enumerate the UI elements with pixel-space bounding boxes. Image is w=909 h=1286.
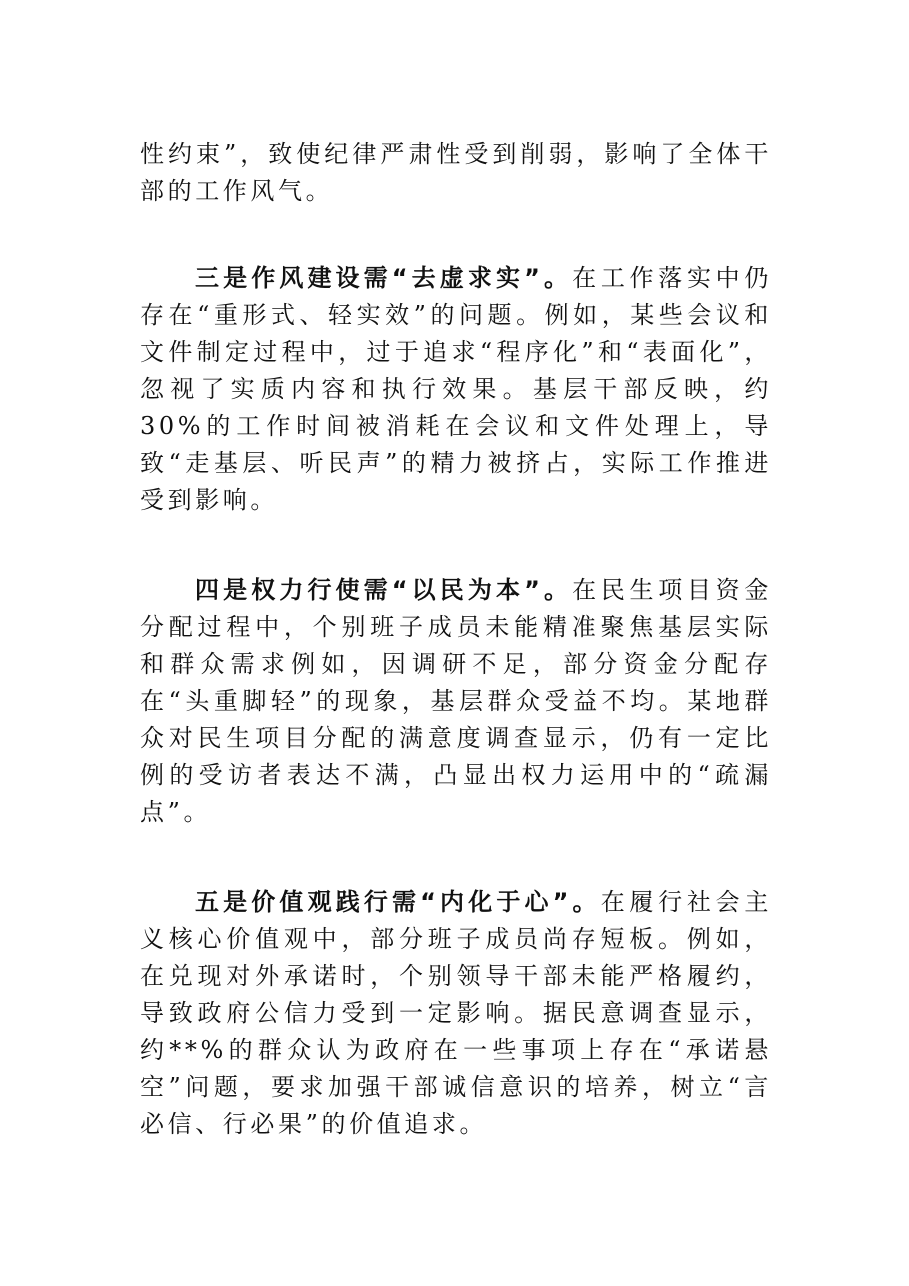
paragraph-text: 在履行社会主义核心价值观中，部分班子成员尚存短板。例如，在兑现对外承诺时，个别领导干部未能严格履约，导致政府公信力受到一定影响。据民意调查显示，约**%的群众认为政府在一些事项上存在“承诺悬空”问题，要求加强干部诚信意识的培养，树立“言必信、行必果”的价值追求。: [140, 888, 772, 1138]
paragraph-point-three: [140, 260, 772, 519]
paragraph-continuation: [140, 136, 772, 210]
paragraph-text: 性约束”，致使纪律严肃性受到削弱，影响了全体干部的工作风气。: [140, 140, 772, 205]
paragraph-heading: 四是权力行使需“以民为本”。: [195, 576, 573, 604]
paragraph-heading: 三是作风建设需“去虚求实”。: [195, 264, 573, 292]
paragraph-point-five: [140, 884, 772, 1143]
paragraph-point-four: [140, 572, 772, 831]
paragraph-heading: 五是价值观践行需“内化于心”。: [195, 888, 601, 916]
paragraph-text: 在民生项目资金分配过程中，个别班子成员未能精准聚焦基层实际和群众需求例如，因调研不足，部分资金分配存在“头重脚轻”的现象，基层群众受益不均。某地群众对民生项目分配的满意度调查显示，仍有一定比例的受访者表达不满，凸显出权力运用中的“疏漏点”。: [140, 576, 772, 826]
paragraph-text: 在工作落实中仍存在“重形式、轻实效”的问题。例如，某些会议和文件制定过程中，过于追求“程序化”和“表面化”，忽视了实质内容和执行效果。基层干部反映，约30%的工作时间被消耗在会议和文件处理上，导致“走基层、听民声”的精力被挤占，实际工作推进受到影响。: [140, 264, 772, 514]
